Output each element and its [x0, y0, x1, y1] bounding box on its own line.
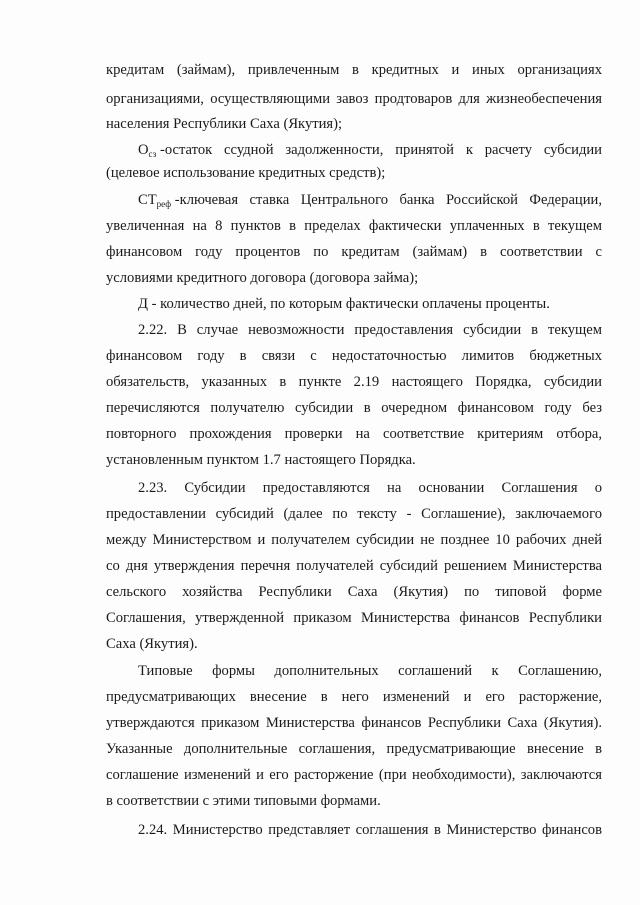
text-line: между Министерством и получателем субсидии не позднее 10 рабочих дней: [106, 532, 602, 548]
text-line: обязательств, указанных в пункте 2.19 настоящего Порядка, субсидии: [106, 374, 602, 390]
text-line: 2.24. Министерство представляет соглашения в Министерство финансов: [138, 822, 602, 838]
text-line: соглашение изменений и его расторжение (при необходимости), заключаются: [106, 767, 602, 783]
text-line: остаток ссудной задолженности, принятой к расчету субсидии: [164, 142, 602, 158]
text-line: кредитам (займам), привлеченным в кредитных и иных организациях: [106, 62, 602, 78]
text-line: Соглашения, утвержденной приказом Министерства финансов Республики: [106, 610, 602, 626]
symbol-osz: $О_{сз}$ -: [138, 142, 165, 159]
text-line: финансовом году процентов по кредитам (займам) в соответствии с: [106, 244, 602, 260]
text-line: Саха (Якутия).: [106, 636, 198, 652]
text-line: установленным пунктом 1.7 настоящего Порядка.: [106, 452, 416, 468]
text-line: ключевая ставка Центрального банка Российской Федерации,: [179, 192, 602, 208]
text-line: предусматривающих внесение в него изменений и его расторжение,: [106, 689, 602, 705]
text-line: Типовые формы дополнительных соглашений к Соглашению,: [138, 663, 602, 679]
text-line: населения Республики Саха (Якутия);: [106, 116, 343, 132]
text-line: 2.23. Субсидии предоставляются на основании Соглашения о: [138, 480, 602, 496]
text-line: финансовом году в связи с недостаточностью лимитов бюджетных: [106, 348, 602, 364]
text-line: (целевое использование кредитных средств);: [106, 165, 386, 181]
text-line: 2.22. В случае невозможности предоставления субсидии в текущем: [138, 322, 602, 338]
text-line: повторного прохождения проверки на соответствие критериям отбора,: [106, 426, 602, 442]
text-line: Указанные дополнительные соглашения, предусматривающие внесение в: [106, 741, 602, 757]
text-line: сельского хозяйства Республики Саха (Якутия) по типовой форме: [106, 584, 602, 600]
formula-term-osz: [138, 140, 602, 164]
text-line: Д - количество дней, по которым фактически оплачены проценты.: [138, 296, 550, 312]
symbol-ct: $СТ_{реф}$ -: [138, 192, 180, 209]
text-line: условиями кредитного договора (договора займа);: [106, 270, 419, 286]
formula-term-ct: [138, 190, 602, 214]
text-line: перечисляются получателю субсидии в очередном финансовом году без: [106, 400, 602, 416]
text-line: организациями, осуществляющими завоз продтоваров для жизнеобеспечения: [106, 91, 602, 107]
text-line: предоставлении субсидий (далее по тексту - Соглашение), заключаемого: [106, 506, 602, 522]
text-line: утверждаются приказом Министерства финансов Республики Саха (Якутия).: [106, 715, 602, 731]
text-line: со дня утверждения перечня получателей субсидий решением Министерства: [106, 558, 602, 574]
text-line: в соответствии с этими типовыми формами.: [106, 793, 381, 809]
text-line: увеличенная на 8 пунктов в пределах фактически уплаченных в текущем: [106, 218, 602, 234]
